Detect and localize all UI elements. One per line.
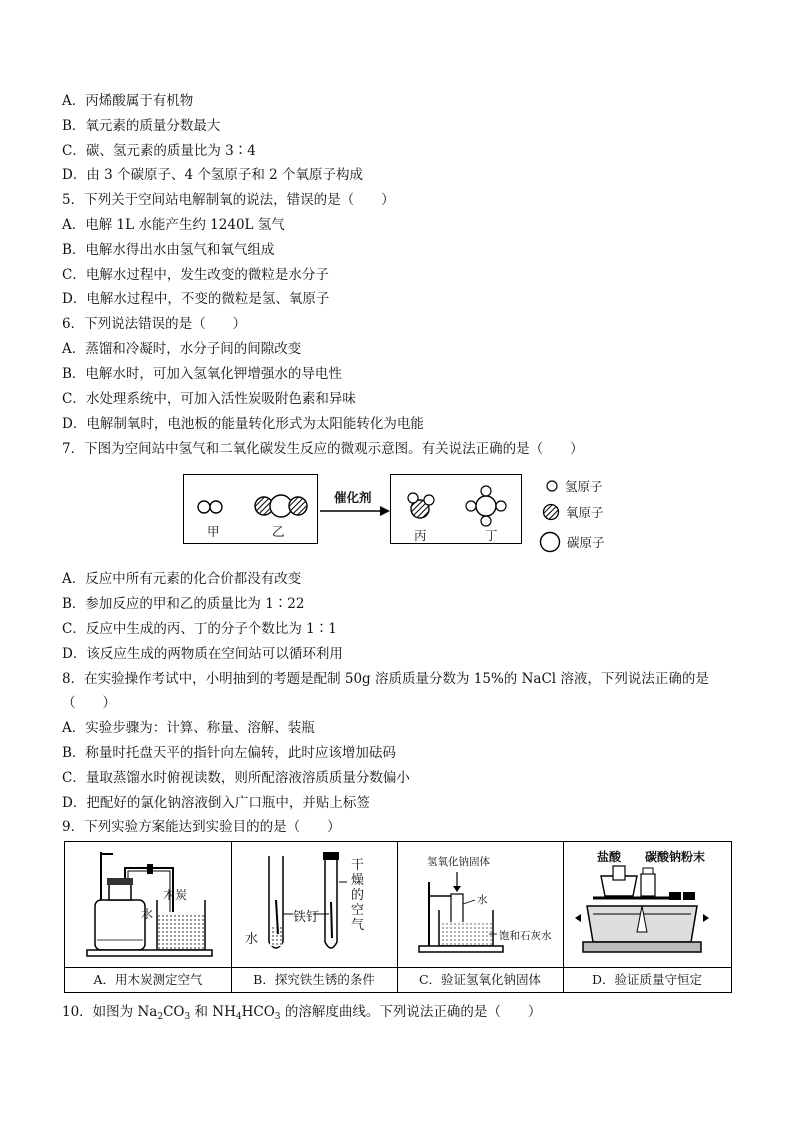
h2-atom-1: [198, 501, 210, 513]
charcoal-label: 木炭: [163, 888, 188, 902]
experiment-cell-c: [397, 842, 564, 992]
water-label-c: 水: [477, 894, 488, 906]
q8-option-a: A．实验步骤为：计算、称量、溶解、装瓶: [62, 720, 315, 736]
limewater-label: 饱和石灰水: [499, 930, 552, 942]
water-h1: [408, 493, 418, 503]
q8-option-d: D．把配好的氯化钠溶液倒入广口瓶中，并贴上标签: [62, 795, 370, 811]
oxygen-atom-icon: [542, 503, 560, 521]
q10-stem-pre: 10．如图为 Na: [62, 1004, 158, 1020]
h2-atom-2: [210, 501, 222, 513]
q6-stem: 6．下列说法错误的是（ ）: [62, 316, 247, 332]
q8-option-c: C．量取蒸馏水时俯视读数，则所配溶液溶质质量分数偏小: [62, 770, 410, 786]
legend-hydrogen-label: 氢原子: [565, 479, 603, 494]
q4-option-a: A．丙烯酸属于有机物: [62, 93, 194, 109]
q5-option-c: C．电解水过程中，发生改变的微粒是水分子: [62, 267, 329, 283]
reactant-a-label: 甲: [207, 524, 220, 539]
methane-h3: [466, 501, 476, 511]
experiment-table: [64, 841, 732, 993]
q5-option-b: B．电解水得出水由氢气和氧气组成: [62, 242, 275, 258]
q7-stem: 7．下图为空间站中氢气和二氧化碳发生反应的微观示意图。有关说法正确的是（ ）: [62, 441, 584, 457]
experiment-cell-a: [65, 842, 232, 992]
reactant-molecules: [184, 475, 317, 543]
experiment-cell-d: [563, 842, 731, 992]
q9-stem: 9．下列实验方案能达到实验目的的是（ ）: [62, 819, 341, 835]
experiment-caption-d: D．验证质量守恒定: [563, 967, 731, 992]
iron-nail-label: 铁钉: [293, 910, 320, 925]
q5-option-d: D．电解水过程中，不变的微粒是氢、氧原子: [62, 291, 330, 307]
reaction-arrow-icon: [318, 504, 390, 518]
q6-option-b: B．电解水时，可加入氢氧化钾增强水的导电性: [62, 366, 342, 382]
q7-option-a: A．反应中所有元素的化合价都没有改变: [62, 571, 302, 587]
reactant-box: [183, 474, 318, 544]
q10-sub-4: 3: [274, 1012, 281, 1022]
product-d-label: 丁: [485, 528, 498, 543]
product-c-label: 丙: [414, 528, 427, 543]
water-label-b: 水: [245, 932, 259, 947]
q10-sub-3: 4: [235, 1012, 242, 1022]
q6-option-c: C．水处理系统中，可加入活性炭吸附色素和异味: [62, 391, 356, 407]
experiment-caption-c: C．验证氢氧化钠固体: [397, 967, 563, 992]
naoh-solid-label: 氢氧化钠固体: [427, 856, 490, 868]
legend-oxygen-label: 氧原子: [566, 505, 604, 520]
co2-oxygen-2: [289, 497, 307, 515]
hcl-label: 盐酸: [597, 850, 622, 864]
q10-mid-3: HCO: [241, 1004, 275, 1020]
iron-rust-test-tubes-icon: [231, 842, 397, 968]
q5-stem: 5．下列关于空间站电解制氧的说法，错误的是（ ）: [62, 192, 395, 208]
q8-stem: 8．在实验操作考试中，小明抽到的考题是配制 50g 溶质质量分数为 15%的 NaCl 溶液，下列说法正确的是: [62, 671, 709, 687]
legend-hydrogen: [545, 477, 603, 495]
legend-carbon: [539, 531, 605, 553]
q10-stem: [62, 1003, 541, 1021]
q10-sub-2: 3: [184, 1012, 191, 1022]
q10-stem-post: 的溶解度曲线。下列说法正确的是（ ）: [280, 1004, 542, 1020]
methane-h2: [481, 516, 491, 526]
dry-air-label: 干燥的空气: [351, 858, 365, 933]
water-label-a: 水: [141, 907, 154, 921]
q5-option-a: A．电解 1L 水能产生约 1240L 氢气: [62, 217, 285, 233]
experiment-cell-b: [231, 842, 398, 992]
experiment-caption-a: A．用木炭测定空气: [65, 967, 231, 992]
sodium-carbonate-label: 碳酸钠粉末: [645, 850, 706, 864]
catalyst-label: 催化剂: [334, 490, 372, 505]
legend-oxygen: [542, 503, 604, 521]
q4-option-b: B．氧元素的质量分数最大: [62, 118, 221, 134]
q7-option-d: D．该反应生成的两物质在空间站可以循环利用: [62, 646, 343, 662]
legend-carbon-label: 碳原子: [567, 535, 605, 550]
experiment-caption-b: B．探究铁生锈的条件: [231, 967, 397, 992]
methane-h4: [496, 501, 506, 511]
q6-option-a: A．蒸馏和冷凝时，水分子间的间隙改变: [62, 341, 302, 357]
q6-option-d: D．电解制氧时，电池板的能量转化形式为太阳能转化为电能: [62, 416, 424, 432]
q7-option-c: C．反应中生成的丙、丁的分子个数比为 1∶1: [62, 621, 337, 637]
reactant-b-label: 乙: [272, 524, 285, 539]
q10-mid-1: CO: [163, 1004, 185, 1020]
q7-option-b: B．参加反应的甲和乙的质量比为 1∶22: [62, 596, 305, 612]
product-box: [390, 474, 522, 544]
product-molecules: [391, 475, 521, 543]
methane-carbon: [476, 496, 496, 516]
hydrogen-atom-icon: [545, 479, 559, 493]
q8-stem-cont: （ ）: [62, 695, 116, 711]
carbon-atom-icon: [539, 531, 561, 553]
q8-option-b: B．称量时托盘天平的指针向左偏转，此时应该增加砝码: [62, 745, 396, 761]
q4-option-d: D．由 3 个碳原子、4 个氢原子和 2 个氧原子构成: [62, 167, 364, 183]
water-h2: [424, 495, 434, 505]
methane-h1: [481, 486, 491, 496]
q10-mid-2: 和 NH: [190, 1004, 236, 1020]
q4-option-c: C．碳、氢元素的质量比为 3∶4: [62, 143, 256, 159]
q10-sub-1: 2: [157, 1012, 164, 1022]
